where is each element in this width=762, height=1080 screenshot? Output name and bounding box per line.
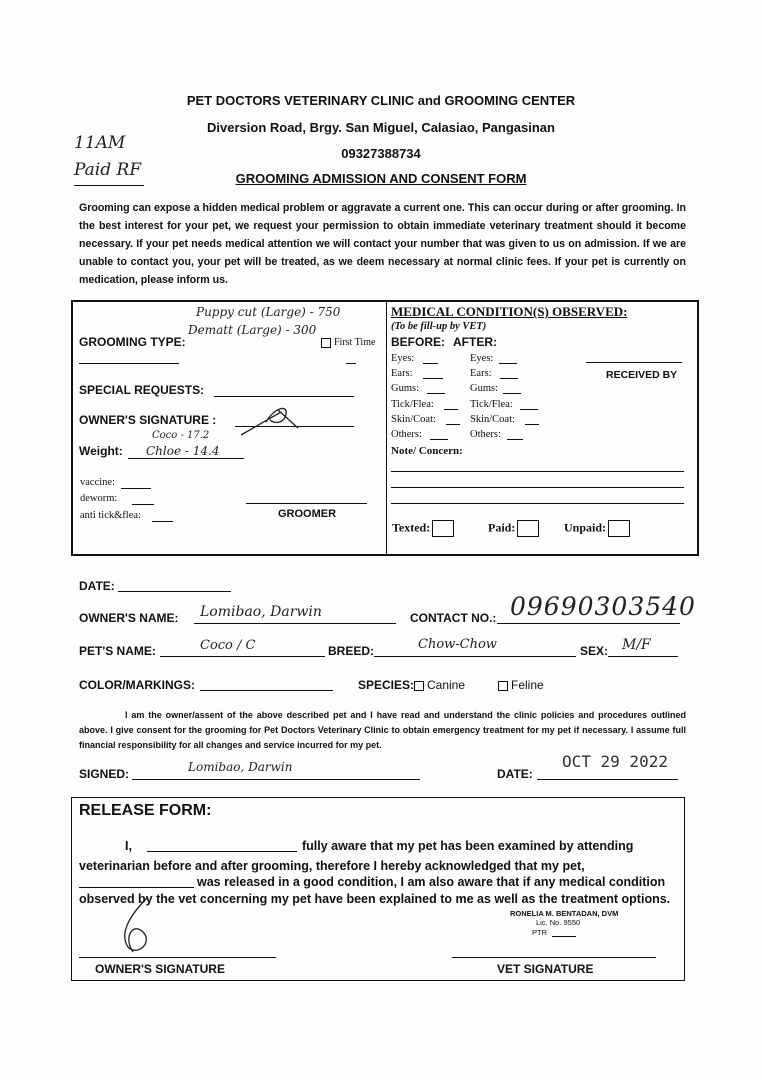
paid-option[interactable]: Paid: [488, 520, 539, 537]
medical-subtitle: (To be fill-up by VET) [391, 321, 487, 332]
grooming-note-1: Puppy cut (Large) - 750 [196, 305, 341, 319]
contact-value: 09690303540 [510, 592, 696, 621]
pet-name-label: PET'S NAME: [79, 644, 156, 658]
release-line2: veterinarian before and after grooming, therefore I hereby acknowledged that my pet, [79, 859, 585, 873]
weight-field[interactable] [128, 458, 244, 459]
release-line1: fully aware that my pet has been examined by attending [302, 839, 634, 853]
margin-note-paid: Paid RF [74, 160, 142, 180]
intro-paragraph: Grooming can expose a hidden medical problem or aggravate a current one. This can occur during or after grooming. In the best interest for your pet, we request your permission to obtain immediate veterinary treatment should it become necessary. If your pet needs medical attention we will contact your number that was given to us on admission. If we are unable to contact you, your pet will be treated, as we deem necessary at normal clinic fees. If your pet is currently on medication, please inform us. [79, 202, 686, 286]
before-ears: Ears: [391, 368, 413, 379]
vaccine-label: vaccine: [80, 477, 115, 488]
margin-note-time: 11AM [74, 133, 126, 153]
species-canine[interactable]: Canine [414, 678, 465, 692]
breed-value: Chow-Chow [418, 637, 497, 652]
after-gums: Gums: [470, 383, 499, 394]
species-label: SPECIES: [358, 678, 415, 692]
color-label: COLOR/MARKINGS: [79, 678, 195, 692]
sex-field[interactable] [608, 656, 678, 657]
grooming-type-label: GROOMING TYPE: [79, 335, 186, 349]
note-label: Note/ Concern: [391, 445, 463, 457]
owner-release-sig-line[interactable] [79, 957, 276, 958]
after-tick: Tick/Flea: [470, 399, 513, 410]
owner-release-signature [108, 892, 168, 962]
contact-label: CONTACT NO.: [410, 611, 497, 625]
after-ears: Ears: [470, 368, 492, 379]
texted-option[interactable]: Texted: [392, 520, 454, 537]
owner-sig-label: OWNER'S SIGNATURE [95, 962, 225, 976]
vet-ptr: PTR [532, 928, 547, 937]
after-label: AFTER: [453, 335, 497, 349]
before-tick: Tick/Flea: [391, 399, 434, 410]
release-line4: observed by the vet concerning my pet have been explained to me as well as the treatment options. [79, 892, 671, 906]
pet-name-field[interactable] [160, 656, 325, 657]
vet-sig-line[interactable] [452, 957, 656, 958]
release-i: I, [125, 839, 132, 853]
first-time-option[interactable]: First Time [321, 337, 375, 348]
signed-label: SIGNED: [79, 767, 130, 781]
before-gums: Gums: [391, 383, 420, 394]
owner-name-field[interactable] [194, 623, 396, 624]
note-line-2[interactable] [391, 487, 684, 488]
feline-checkbox[interactable] [498, 681, 508, 691]
vet-license: Lic. No. 9550 [536, 918, 581, 927]
groomer-label: GROOMER [278, 508, 337, 520]
anti-tick-label: anti tick&flea: [80, 510, 141, 521]
weight-label: Weight: [79, 444, 123, 458]
owner-signature-label: OWNER'S SIGNATURE : [79, 413, 217, 427]
unpaid-checkbox[interactable] [608, 520, 630, 537]
before-others: Others: [391, 429, 422, 440]
before-label: BEFORE: [391, 335, 445, 349]
sex-label: SEX: [580, 644, 609, 658]
date2-field[interactable] [537, 779, 678, 780]
breed-label: BREED: [328, 644, 375, 658]
species-feline[interactable]: Feline [498, 678, 544, 692]
after-eyes: Eyes: [470, 353, 494, 364]
vet-name: RONELIA M. BENTADAN, DVM [510, 909, 619, 918]
weight-note-2: Chloe - 14.4 [146, 444, 220, 458]
date2-stamp: OCT 29 2022 [562, 752, 668, 771]
owner-signature-scribble [236, 400, 306, 440]
consent-paragraph: I am the owner/assent of the above described pet and I have read and understand the clinic policies and procedures outlined above. I give consent for the grooming for Pet Doctors Veterinary Clinic to obtain emergency treatment for my pet if necessary. I assume full financial responsibility for all changes and service incurred for my pet. [79, 710, 686, 750]
release-pet-field[interactable] [79, 887, 194, 888]
weight-note-1: Coco - 17.2 [152, 430, 210, 441]
deworm-label: deworm: [80, 493, 118, 504]
clinic-address: Diversion Road, Brgy. San Miguel, Calasiao, Pangasinan [207, 120, 555, 135]
after-others: Others: [470, 429, 501, 440]
canine-checkbox[interactable] [414, 681, 424, 691]
note-line-3[interactable] [391, 503, 684, 504]
contact-field[interactable] [497, 623, 680, 624]
special-requests-label: SPECIAL REQUESTS: [79, 383, 205, 397]
before-skin: Skin/Coat: [391, 414, 436, 425]
pet-name-value: Coco / C [200, 638, 256, 653]
signed-field[interactable] [132, 779, 420, 780]
paid-checkbox[interactable] [517, 520, 539, 537]
note-line-1[interactable] [391, 471, 684, 472]
before-eyes: Eyes: [391, 353, 415, 364]
unpaid-option[interactable]: Unpaid: [564, 520, 630, 537]
signed-value: Lomibao, Darwin [188, 760, 293, 774]
grooming-note-2: Dematt (Large) - 300 [188, 323, 317, 337]
clinic-phone: 09327388734 [341, 146, 421, 161]
first-time-checkbox[interactable] [321, 338, 331, 348]
medical-title: MEDICAL CONDITION(S) OBSERVED: [391, 304, 628, 319]
clinic-name: PET DOCTORS VETERINARY CLINIC and GROOMING CENTER [186, 93, 576, 108]
release-title: RELEASE FORM: [79, 802, 212, 819]
received-by-label: RECEIVED BY [606, 369, 678, 381]
texted-checkbox[interactable] [432, 520, 454, 537]
owner-name-value: Lomibao, Darwin [200, 604, 322, 620]
release-line3: was released in a good condition, I am also aware that if any medical condition [197, 875, 666, 889]
date-field[interactable] [118, 591, 231, 592]
release-name-field[interactable] [147, 851, 297, 852]
after-skin: Skin/Coat: [470, 414, 515, 425]
date-label: DATE: [79, 579, 115, 593]
color-field[interactable] [200, 690, 333, 691]
owner-name-label: OWNER'S NAME: [79, 611, 179, 625]
sex-value: M/F [622, 637, 651, 653]
vet-sig-label: VET SIGNATURE [497, 962, 594, 976]
special-requests-field[interactable] [214, 396, 354, 397]
breed-field[interactable] [374, 656, 576, 657]
form-title: GROOMING ADMISSION AND CONSENT FORM [235, 171, 527, 186]
date2-label: DATE: [497, 767, 533, 781]
